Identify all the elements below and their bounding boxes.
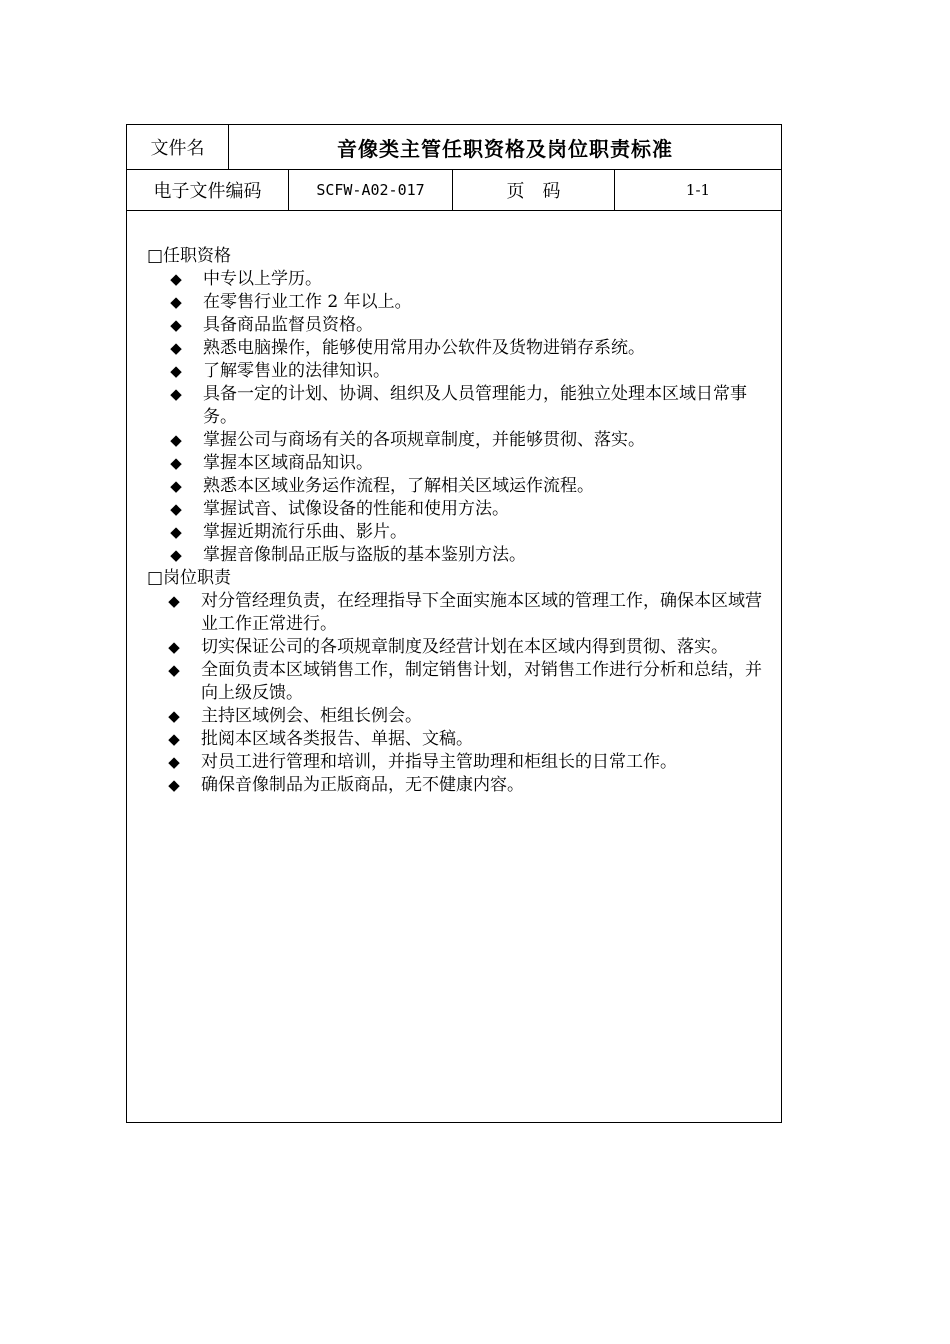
qualification-item-text: 掌握本区域商品知识。 bbox=[203, 453, 373, 473]
document-body bbox=[145, 245, 775, 797]
document-title: 音像类主管任职资格及岗位职责标准 bbox=[337, 136, 673, 161]
qualification-item bbox=[145, 521, 775, 544]
qualification-item bbox=[145, 452, 775, 475]
qualification-item bbox=[145, 383, 775, 429]
diamond-bullet-icon: ◆ bbox=[168, 753, 180, 771]
qualification-item-text: 掌握近期流行乐曲、影片。 bbox=[203, 522, 407, 542]
diamond-bullet-icon: ◆ bbox=[170, 270, 182, 288]
qualification-item-text: 在零售行业工作 2 年以上。 bbox=[203, 292, 412, 312]
qualification-item-text: 掌握音像制品正版与盗版的基本鉴别方法。 bbox=[203, 545, 526, 565]
qualification-item bbox=[145, 337, 775, 360]
qualification-item-text: 熟悉本区域业务运作流程，了解相关区域运作流程。 bbox=[203, 476, 594, 496]
diamond-bullet-icon: ◆ bbox=[168, 776, 180, 794]
document-frame bbox=[126, 124, 782, 1123]
duty-item bbox=[145, 728, 775, 751]
duty-item-text: 全面负责本区域销售工作，制定销售计划，对销售工作进行分析和总结，并向上级反馈。 bbox=[201, 660, 762, 703]
qualification-item-text: 中专以上学历。 bbox=[203, 269, 322, 289]
qualifications-heading: □任职资格 bbox=[147, 246, 232, 266]
qualification-item bbox=[145, 429, 775, 452]
qualification-item bbox=[145, 268, 775, 291]
file-name-label: 文件名 bbox=[127, 125, 229, 169]
qualification-item-text: 熟悉电脑操作，能够使用常用办公软件及货物进销存系统。 bbox=[203, 338, 645, 358]
diamond-bullet-icon: ◆ bbox=[170, 500, 182, 518]
diamond-bullet-icon: ◆ bbox=[168, 730, 180, 748]
duties-list bbox=[145, 590, 775, 797]
qualification-item bbox=[145, 291, 775, 314]
qualification-item-text: 具备商品监督员资格。 bbox=[203, 315, 373, 335]
duty-item-text: 确保音像制品为正版商品，无不健康内容。 bbox=[201, 775, 524, 795]
diamond-bullet-icon: ◆ bbox=[170, 523, 182, 541]
diamond-bullet-icon: ◆ bbox=[170, 431, 182, 449]
qualifications-list bbox=[145, 268, 775, 567]
diamond-bullet-icon: ◆ bbox=[170, 385, 182, 403]
qualification-item bbox=[145, 314, 775, 337]
duty-item-text: 批阅本区域各类报告、单据、文稿。 bbox=[201, 729, 473, 749]
duty-item-text: 对员工进行管理和培训，并指导主管助理和柜组长的日常工作。 bbox=[201, 752, 677, 772]
duty-item-text: 主持区域例会、柜组长例会。 bbox=[201, 706, 422, 726]
duty-item bbox=[145, 659, 775, 705]
diamond-bullet-icon: ◆ bbox=[170, 316, 182, 334]
diamond-bullet-icon: ◆ bbox=[170, 362, 182, 380]
duties-heading: □岗位职责 bbox=[147, 568, 232, 588]
qualification-item-text: 掌握试音、试像设备的性能和使用方法。 bbox=[203, 499, 509, 519]
diamond-bullet-icon: ◆ bbox=[170, 293, 182, 311]
qualification-item-text: 掌握公司与商场有关的各项规章制度，并能够贯彻、落实。 bbox=[203, 430, 645, 450]
qualification-item bbox=[145, 360, 775, 383]
duty-item-text: 切实保证公司的各项规章制度及经营计划在本区域内得到贯彻、落实。 bbox=[201, 637, 728, 657]
qualification-item bbox=[145, 544, 775, 567]
duty-item bbox=[145, 774, 775, 797]
diamond-bullet-icon: ◆ bbox=[168, 707, 180, 725]
diamond-bullet-icon: ◆ bbox=[168, 661, 180, 679]
page-label: 页 码 bbox=[453, 170, 615, 210]
code-label: 电子文件编码 bbox=[127, 170, 289, 210]
diamond-bullet-icon: ◆ bbox=[168, 592, 180, 610]
duty-item bbox=[145, 636, 775, 659]
qualification-item bbox=[145, 498, 775, 521]
header-row-code bbox=[127, 170, 781, 211]
qualification-item-text: 了解零售业的法律知识。 bbox=[203, 361, 390, 381]
diamond-bullet-icon: ◆ bbox=[168, 638, 180, 656]
duty-item bbox=[145, 751, 775, 774]
duty-item-text: 对分管经理负责，在经理指导下全面实施本区域的管理工作，确保本区域营业工作正常进行。 bbox=[201, 591, 762, 634]
qualification-item bbox=[145, 475, 775, 498]
diamond-bullet-icon: ◆ bbox=[170, 454, 182, 472]
qualification-item-text: 具备一定的计划、协调、组织及人员管理能力，能独立处理本区域日常事务。 bbox=[203, 384, 747, 427]
header-row-title bbox=[127, 125, 781, 170]
diamond-bullet-icon: ◆ bbox=[170, 339, 182, 357]
duty-item bbox=[145, 590, 775, 636]
diamond-bullet-icon: ◆ bbox=[170, 546, 182, 564]
page-value: 1-1 bbox=[685, 181, 711, 199]
duty-item bbox=[145, 705, 775, 728]
code-value: SCFW-A02-017 bbox=[289, 170, 453, 210]
diamond-bullet-icon: ◆ bbox=[170, 477, 182, 495]
